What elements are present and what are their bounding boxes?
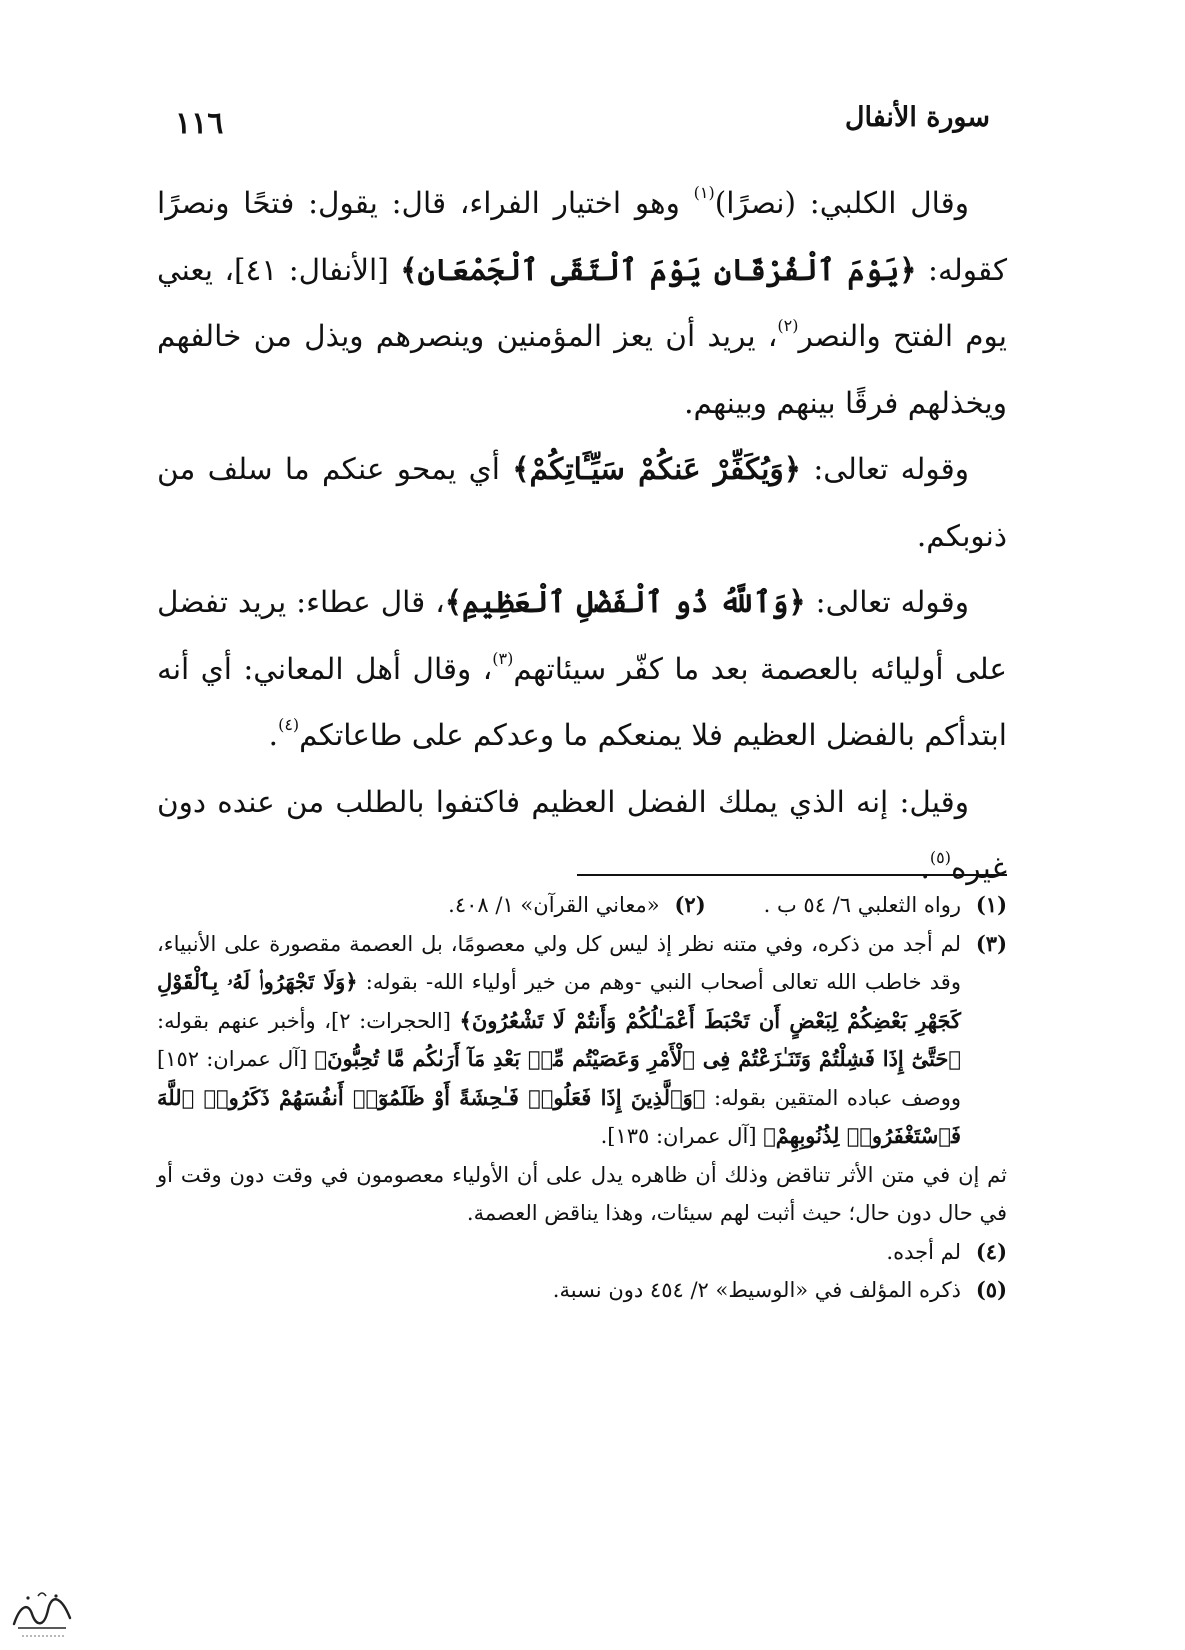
text-run: وقيل: إنه الذي يملك الفضل العظيم فاكتفوا بالطلب من عنده دون غيره	[157, 784, 1007, 885]
main-text	[157, 170, 1007, 902]
footnote-ref-2: (٢)	[777, 316, 799, 336]
text-run: أي يمحو عنكم ما سلف من ذنوبكم.	[157, 452, 1007, 553]
text-run: وقال الكلبي: (نصرًا)	[714, 186, 969, 220]
text-run: [الحجرات: ٢]، وأخبر عنهم بقوله:	[157, 1008, 460, 1033]
calligraphy-logo	[8, 1584, 78, 1644]
footnote-ref-5: (٥)	[929, 848, 951, 868]
text-run: .	[920, 851, 930, 885]
footnote-4	[157, 1233, 1007, 1272]
text-run: [آل عمران: ١٣٥].	[600, 1124, 764, 1148]
paragraph-qila	[157, 769, 1007, 902]
footnote-number: (٥)	[975, 1277, 1007, 1302]
footnote-text: لم أجده.	[886, 1239, 961, 1264]
text-run: [الأنفال: ٤١]، يعني يوم الفتح والنصر	[157, 252, 1007, 353]
paragraph-kalbi	[157, 170, 1007, 436]
footnote-number: (٢)	[674, 892, 706, 917]
footnote-number: (٣)	[975, 930, 1007, 956]
footnote-1	[764, 886, 1007, 925]
quran-verse: ﴿وَٱلَّذِينَ إِذَا فَعَلُوا۟ فَـٰحِشَةً أَوْ ظَلَمُوٓا۟ أَنفُسَهُمْ ذَكَرُوا۟ ٱللَّهَ فَٱسْتَغْفَرُوا۟ لِذُنُوبِهِمْ﴾	[157, 1084, 961, 1148]
surah-title: سورة الأنفال	[844, 102, 990, 133]
footnote-2	[448, 886, 705, 925]
footnote-ref-1: (١)	[693, 183, 715, 203]
footnote-row-1-2	[157, 886, 1007, 925]
footnote-3	[157, 925, 1007, 1156]
text-run: .	[268, 718, 279, 752]
footnote-3-continuation: ثم إن في متن الأثر تناقض وذلك أن ظاهره يدل على أن الأولياء معصومون في وقت دون وقت أو في حال دون حال؛ حيث أثبت لهم سيئات، وهذا يناقض العصمة.	[157, 1162, 1007, 1225]
footnote-text	[157, 925, 961, 1156]
quran-verse: ﴿يَوْمَ ٱلْفُرْقَانِ يَوْمَ ٱلْتَقَى ٱلْجَمْعَانِ﴾	[400, 251, 917, 287]
footnote-number: (٤)	[975, 1238, 1007, 1264]
paragraph-fadl	[157, 569, 1007, 769]
text-run: ، وقال أهل المعاني: أي أنه ابتدأكم بالفضل العظيم فلا يمنعكم ما وعدكم على طاعاتكم	[157, 651, 1007, 752]
quran-verse: ﴿وَلَا تَجْهَرُوا۟ لَهُۥ بِٱلْقَوْلِ كَجَهْرِ بَعْضِكُمْ لِبَعْضٍ أَن تَحْبَطَ أَعْمَـٰلُكُمْ وَأَنتُمْ لَا تَشْعُرُونَ﴾	[157, 969, 961, 1033]
text-run: وهو اختيار الفراء، قال: يقول: فتحًا ونصرًا كقوله:	[157, 186, 1008, 287]
text-run: وقوله تعالى:	[801, 452, 970, 486]
footnote-text: ذكره المؤلف في «الوسيط» ٢/ ٤٥٤ دون نسبة.	[552, 1278, 961, 1302]
footnote-ref-3: (٣)	[492, 648, 514, 668]
footnote-text: «معاني القرآن» ١/ ٤٠٨.	[448, 893, 660, 917]
footnotes	[157, 886, 1007, 1310]
page-number: ١١٦	[175, 106, 224, 141]
text-run: لم أجد من ذكره، وفي متنه نظر إذ ليس كل ولي معصومًا، بل العصمة مقصورة على الأنبياء، وقد خاطب الله تعالى أصحاب النبي -وهم من خير أولياء الله- بقوله:	[157, 931, 961, 994]
text-run: ، يريد أن يعز المؤمنين وينصرهم ويذل من خالفهم ويخذلهم فرقًا بينهم وبينهم.	[157, 319, 1007, 420]
footnote-5	[157, 1271, 1007, 1310]
footnote-separator	[577, 874, 1007, 876]
text-run: [آل عمران: ١٥٢] ووصف عباده المتقين بقوله:	[157, 1047, 961, 1110]
quran-verse: ﴿وَٱللَّهُ ذُو ٱلْفَضْلِ ٱلْعَظِيمِ﴾	[444, 584, 806, 619]
footnote-ref-4: (٤)	[278, 715, 300, 735]
text-run: ، قال عطاء: يريد تفضل على أوليائه بالعصمة بعد ما كفّر سيئاتهم	[157, 585, 1007, 686]
text-run: وقوله تعالى:	[805, 585, 969, 619]
quran-verse: ﴿وَيُكَفِّرْ عَنكُمْ سَيِّـَٔاتِكُمْ﴾	[512, 451, 802, 486]
paragraph-yukaffir	[157, 436, 1007, 569]
footnote-text: رواه الثعلبي ٦/ ٥٤ ب .	[763, 893, 961, 917]
quran-verse: ﴿حَتَّىٰٓ إِذَا فَشِلْتُمْ وَتَنَـٰزَعْتُمْ فِى ٱلْأَمْرِ وَعَصَيْتُم مِّنۢ بَعْدِ مَآ أَرَىٰكُم مَّا تُحِبُّونَ﴾	[314, 1046, 962, 1071]
footnote-number: (١)	[975, 892, 1007, 917]
page-header	[175, 92, 990, 152]
